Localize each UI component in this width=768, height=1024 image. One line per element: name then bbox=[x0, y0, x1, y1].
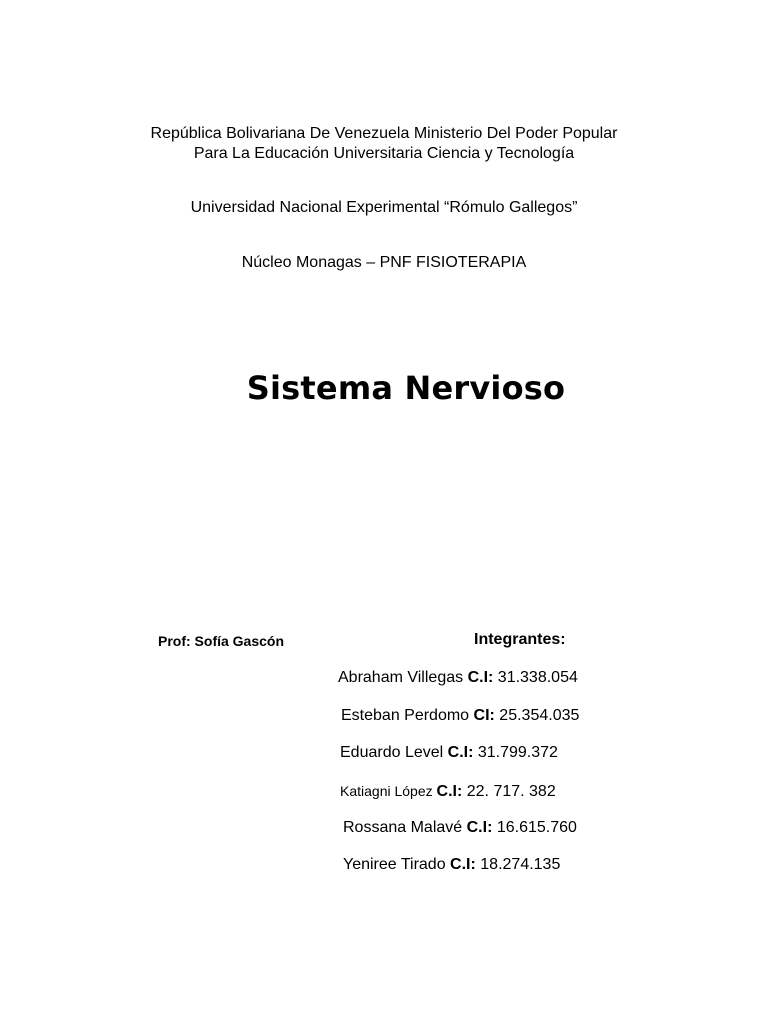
member-name: Katiagni López bbox=[340, 783, 437, 799]
member-name: Rossana Malavé bbox=[343, 819, 467, 836]
member-name: Abraham Villegas bbox=[338, 669, 468, 686]
member-entry bbox=[343, 855, 560, 875]
member-ci-number: 31.799.372 bbox=[473, 744, 558, 761]
member-ci-number: 31.338.054 bbox=[493, 669, 578, 686]
member-ci-label: C.I: bbox=[450, 856, 476, 873]
member-ci-label: C.I: bbox=[467, 669, 494, 686]
member-entry bbox=[340, 781, 556, 802]
campus-program: Núcleo Monagas – PNF FISIOTERAPIA bbox=[241, 254, 527, 271]
member-ci-label: CI: bbox=[473, 707, 495, 724]
member-name: Yeniree Tirado bbox=[343, 856, 451, 873]
member-ci-label: C.I: bbox=[436, 783, 463, 800]
institution-header: República Bolivariana De Venezuela Ministerio Del Poder Popular Para La Educación Universitaria Ciencia y Tecnología bbox=[150, 125, 618, 162]
member-ci-number: 25.354.035 bbox=[494, 707, 580, 724]
member-name: Esteban Perdomo bbox=[341, 707, 474, 724]
member-ci-label: C.I: bbox=[447, 744, 474, 761]
professor-name: Prof: Sofía Gascón bbox=[158, 633, 285, 649]
member-ci-number: 18.274.135 bbox=[475, 856, 561, 873]
member-entry bbox=[341, 706, 579, 726]
member-entry bbox=[343, 818, 577, 838]
member-ci-number: 22. 717. 382 bbox=[462, 783, 556, 800]
member-entry bbox=[340, 743, 558, 763]
document-title: Sistema Nervioso bbox=[246, 369, 566, 407]
member-ci-label: C.I: bbox=[466, 819, 493, 836]
member-entry bbox=[338, 668, 578, 688]
member-name: Eduardo Level bbox=[340, 744, 448, 761]
member-ci-number: 16.615.760 bbox=[492, 819, 577, 836]
members-heading: Integrantes: bbox=[474, 631, 566, 648]
university-name: Universidad Nacional Experimental “Rómulo Gallegos” bbox=[190, 199, 578, 216]
